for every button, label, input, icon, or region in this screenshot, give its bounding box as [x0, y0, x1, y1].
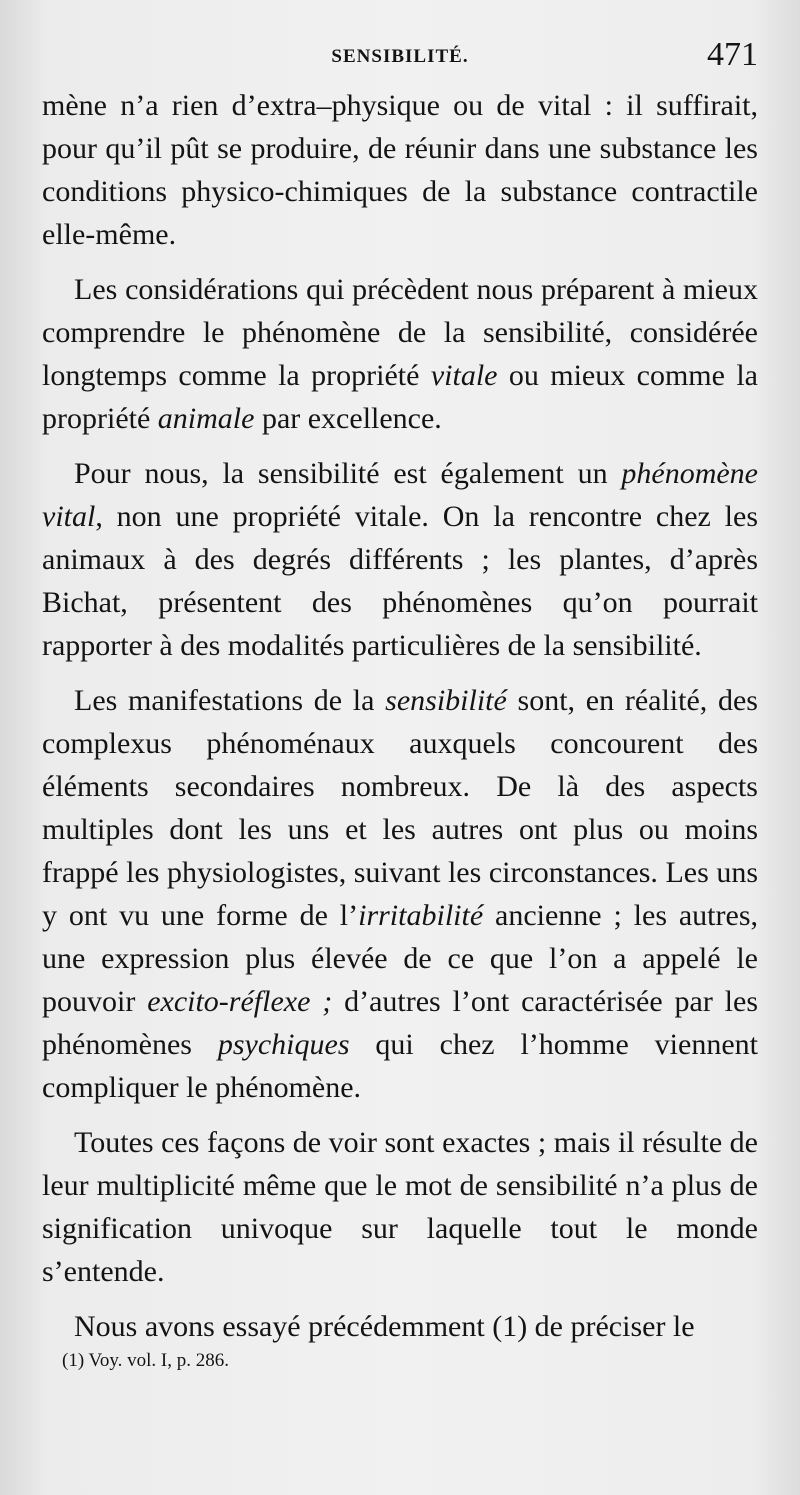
paragraph-text: Pour nous, la sensibilité est également un	[74, 457, 622, 490]
footnote	[62, 1348, 758, 1374]
paragraph-text: Toutes ces façons de voir sont exactes ; mais il résulte de leur multiplicité même que le mot de sensibilité n’a plus de signification univoque sur laquelle tout le monde s’entende.	[42, 1126, 758, 1288]
italic-term: sensibilité	[385, 684, 507, 717]
paragraph-text: d’autres l’ont caractérisée par les phénomènes	[42, 985, 758, 1061]
body-text	[42, 84, 758, 1348]
italic-term: phénomène vital	[42, 457, 758, 533]
italic-term: excito-réflexe ;	[147, 985, 333, 1018]
paragraph	[42, 452, 758, 667]
paragraph-text: mène n’a rien d’extra–physique ou de vital : il suffirait, pour qu’il pût se produire, de réunir dans une substance les conditions physico-chimiques de la substance contractile elle-même.	[42, 89, 758, 251]
paragraph	[42, 1305, 758, 1348]
paragraph-text: sont, en réalité, des complexus phénoménaux auxquels concourent des éléments secondaires nombreux. De là des aspects multiples dont les uns et les autres ont plus ou moins frappé les physiologistes, suivant les circonstances. Les uns y ont vu une forme de l’	[42, 684, 758, 932]
paragraph-text: ou mieux comme la propriété	[42, 359, 758, 435]
paragraph-text: Nous avons essayé précédemment (1) de préciser le	[74, 1310, 695, 1343]
paragraph	[42, 679, 758, 1109]
paragraph-text: qui chez l’homme viennent compliquer le phénomène.	[42, 1028, 758, 1104]
paragraph	[42, 1121, 758, 1293]
paragraph-text: par excellence.	[254, 402, 442, 435]
page-number: 471	[707, 36, 758, 73]
paragraph	[42, 268, 758, 440]
italic-term: irritabilité	[358, 899, 484, 932]
paragraph-text: Les considérations qui précèdent nous préparent à mieux comprendre le phénomène de la sensibilité, considérée longtemps comme la propriété	[42, 273, 758, 392]
paragraph-text: Les manifestations de la	[74, 684, 386, 717]
paragraph-text: ancienne ; les autres, une expression plus élevée de ce que l’on a appelé le pouvoir	[42, 899, 758, 1018]
italic-term: psychiques	[217, 1028, 350, 1061]
italic-term: vitale	[430, 359, 498, 392]
italic-term: animale	[157, 402, 255, 435]
running-head: SENSIBILITÉ.	[331, 46, 469, 67]
footnote-text: (1) Voy. vol. I, p. 286.	[62, 1350, 229, 1371]
paragraph-continuation	[42, 84, 758, 256]
paragraph-text: , non une propriété vitale. On la rencontre chez les animaux à des degrés différents ; les plantes, d’après Bichat, présentent des phénomènes qu’on pourrait rapporter à des modalités particulières de la sensibilité.	[42, 500, 758, 662]
page-header	[42, 36, 758, 76]
